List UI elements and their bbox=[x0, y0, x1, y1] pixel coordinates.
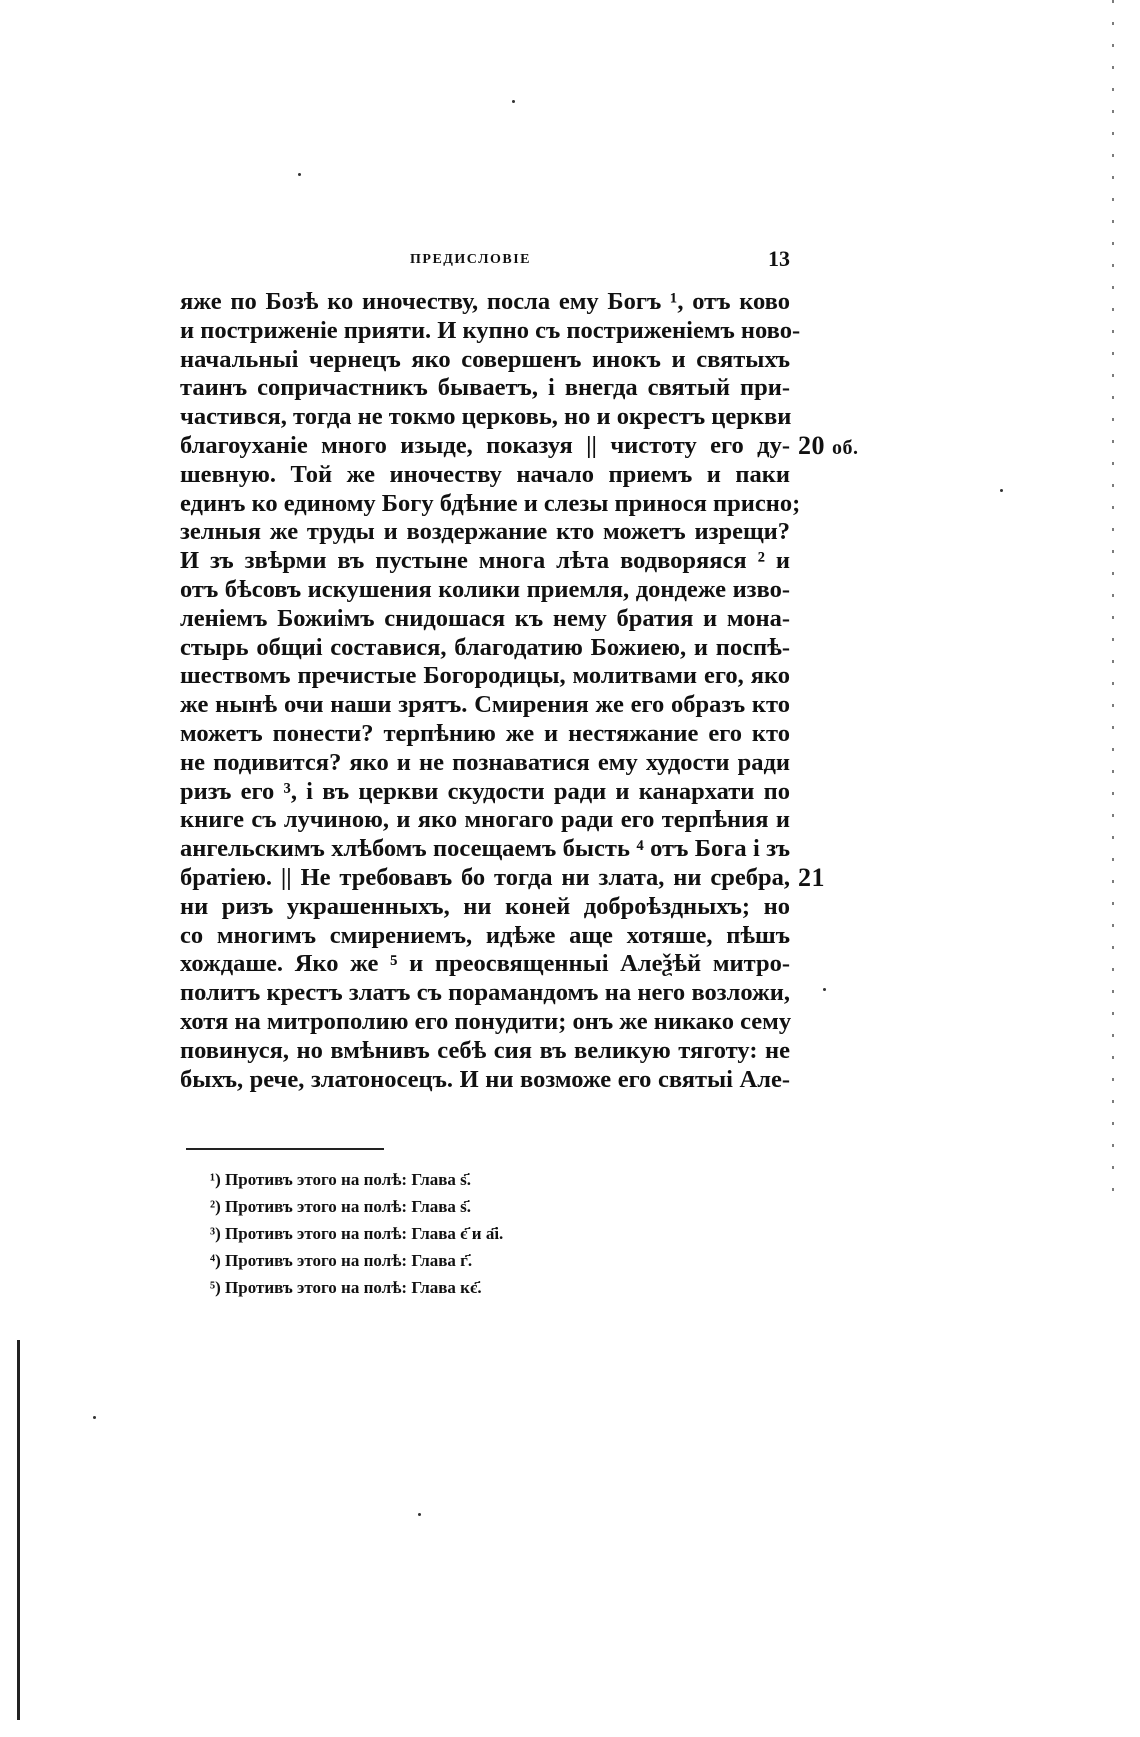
speck bbox=[1000, 489, 1003, 492]
running-head bbox=[180, 246, 790, 276]
binding-edge bbox=[17, 1340, 20, 1720]
speck bbox=[418, 1513, 421, 1516]
text-line: таинъ сопричастникъ бываетъ, і внегда святый при- bbox=[180, 374, 790, 402]
text-line: частився, тогда не токмо церковь, но и окрестъ церкви bbox=[180, 403, 792, 431]
footnote-5: ⁵) Противъ этого на полѣ: Глава кє҃. bbox=[210, 1278, 482, 1297]
text-line: не подивится? яко и не познаватися ему худости ради bbox=[180, 748, 790, 776]
body-text bbox=[180, 288, 859, 1094]
text-line: стырь общиі составися, благодатию Божиею, и поспѣ- bbox=[180, 633, 790, 661]
text-line: яже по Бозѣ ко иночеству, посла ему Богъ ¹, отъ ково bbox=[180, 288, 790, 315]
page-number: 13 bbox=[768, 246, 790, 271]
text-line: политъ крестъ златъ съ порамандомъ на него возложи, bbox=[180, 979, 790, 1007]
footnote-2: ²) Противъ этого на полѣ: Глава ѕ҃. bbox=[210, 1197, 472, 1216]
running-title: ПРЕДИСЛОВІЕ bbox=[410, 252, 532, 267]
text-line: отъ бѣсовъ искушения колики приемля, дондеже изво- bbox=[180, 575, 790, 603]
footnote-rule bbox=[186, 1148, 384, 1150]
text-line: хождаше. Яко же ⁵ и преосвященныі Алеѯѣй митро- bbox=[180, 950, 790, 978]
text-line: ангельскимъ хлѣбомъ посещаемъ бысть ⁴ отъ Бога і зъ bbox=[180, 835, 790, 863]
speck bbox=[512, 100, 515, 103]
text-line: начальныі чернецъ яко совершенъ инокъ и святыхъ bbox=[180, 345, 790, 373]
text-line: леніемъ Божиімъ снидошася къ нему братия и мона- bbox=[180, 604, 790, 632]
text-line: шевную. Той же иночеству начало приемъ и паки bbox=[180, 460, 790, 488]
text-line: же нынѣ очи наши зрятъ. Смирения же его образъ кто bbox=[180, 691, 790, 719]
page-edge-shadow bbox=[1112, 0, 1114, 1200]
text-line: шествомъ пречистые Богородицы, молитвами его, яко bbox=[180, 662, 790, 690]
text-line: ризъ его ³, і въ церкви скудости ради и канархати по bbox=[180, 777, 790, 805]
text-line: единъ ко единому Богу бдѣние и слезы принося присно; bbox=[180, 489, 801, 517]
text-line: хотя на митрополию его понудити; онъ же никако сему bbox=[180, 1007, 792, 1035]
speck bbox=[298, 173, 301, 176]
text-line: книге съ лучиною, и яко многаго ради его терпѣния и bbox=[180, 806, 790, 834]
text-line: можетъ понести? терпѣнию же и нестяжание его кто bbox=[180, 719, 790, 747]
text-line: быхъ, рече, златоносецъ. И ни возможе его святыі Але- bbox=[180, 1065, 790, 1093]
text-line: ни ризъ украшенныхъ, ни коней доброѣздныхъ; но bbox=[180, 892, 790, 920]
margin-folio-note-20: 20 об. bbox=[798, 430, 859, 460]
text-line: зелныя же труды и воздержание кто можетъ изрещи? bbox=[180, 518, 790, 546]
text-line: И зъ звѣрми въ пустыне многа лѣта водворяяся ² и bbox=[180, 547, 790, 575]
speck bbox=[823, 988, 826, 991]
footnote-1: ¹) Противъ этого на полѣ: Глава ѕ҃. bbox=[210, 1170, 472, 1189]
speck bbox=[93, 1416, 96, 1419]
text-line: благоуханіе много изыде, показуя || чистоту его ду- 20 об. bbox=[180, 432, 790, 461]
footnote-4: ⁴) Противъ этого на полѣ: Глава г҃. bbox=[210, 1251, 473, 1270]
text-line: повинуся, но вмѣнивъ себѣ сия въ великую тяготу: не bbox=[180, 1036, 790, 1064]
footnote-3: ³) Противъ этого на полѣ: Глава є҃ и а҃і. bbox=[210, 1224, 504, 1243]
margin-folio-note-21: 21 bbox=[798, 862, 825, 892]
text-line: со многимъ смирениемъ, идѣже аще хотяше, пѣшъ bbox=[180, 921, 790, 949]
footnotes bbox=[210, 1166, 670, 1301]
text-line: братіею. || Не требовавъ бо тогда ни злата, ни сребра, 21 bbox=[180, 862, 825, 892]
text-line: и постриженіе прияти. И купно съ постриженіемъ ново- bbox=[180, 316, 801, 344]
